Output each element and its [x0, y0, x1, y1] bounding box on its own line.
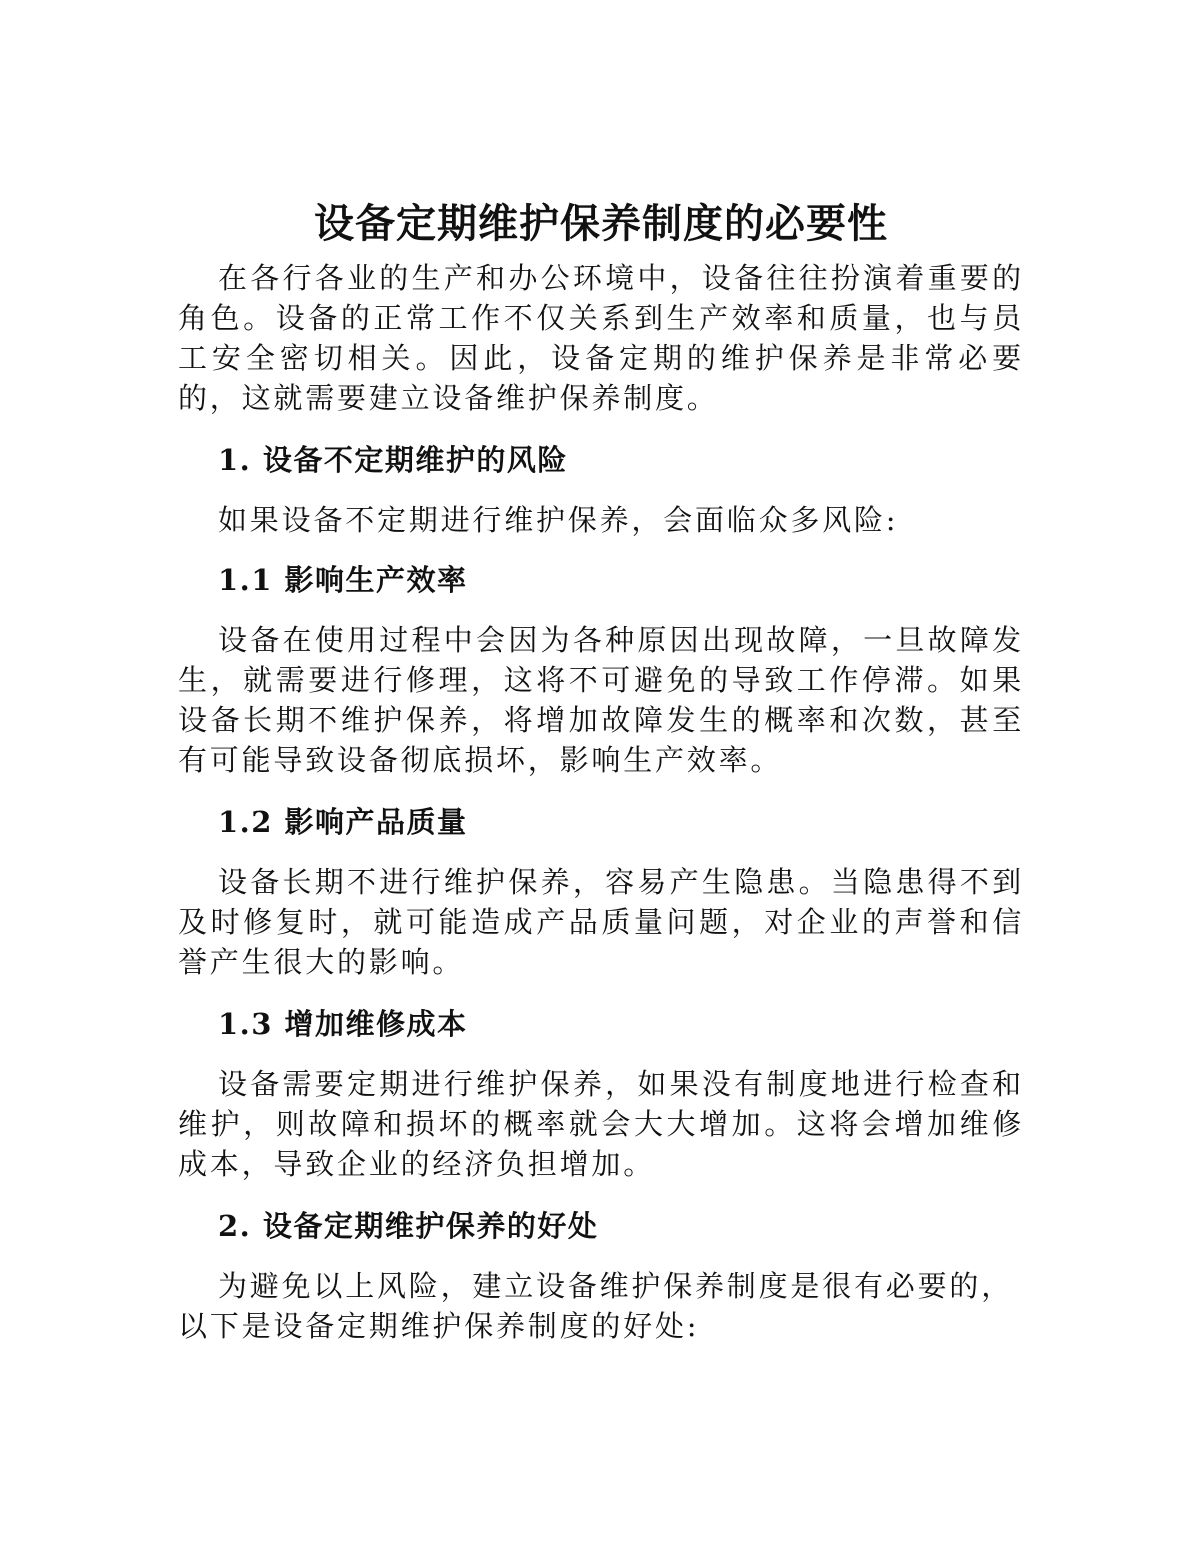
section-1-2-heading: 1.2 影响产品质量 — [218, 805, 468, 839]
document-page — [178, 190, 1024, 1346]
document-title: 设备定期维护保养制度的必要性 — [314, 200, 888, 247]
section-1-2-text: 设备长期不进行维护保养，容易产生隐患。当隐患得不到及时修复时，就可能造成产品质量问题，对企业的声誉和信誉产生很大的影响。 — [178, 865, 1024, 979]
section-1-intro: 如果设备不定期进行维护保养，会面临众多风险: — [218, 503, 899, 537]
section-2-intro-line-2: 以下是设备定期维护保养制度的好处: — [178, 1309, 700, 1343]
section-1-heading: 1. 设备不定期维护的风险 — [218, 443, 568, 477]
section-2-intro-line-1: 为避免以上风险，建立设备维护保养制度是很有必要的， — [218, 1269, 1014, 1303]
section-1-3-heading: 1.3 增加维修成本 — [218, 1007, 468, 1041]
section-1-3-text: 设备需要定期进行维护保养，如果没有制度地进行检查和维护，则故障和损坏的概率就会大大增加。这将会增加维修成本，导致企业的经济负担增加。 — [178, 1067, 1024, 1181]
section-1-1-heading: 1.1 影响生产效率 — [218, 563, 468, 597]
intro-paragraph: 在各行各业的生产和办公环境中，设备往往扮演着重要的角色。设备的正常工作不仅关系到生产效率和质量，也与员工安全密切相关。因此，设备定期的维护保养是非常必要的，这就需要建立设备维护保养制度。 — [178, 261, 1024, 415]
section-1-1-text: 设备在使用过程中会因为各种原因出现故障，一旦故障发生，就需要进行修理，这将不可避免的导致工作停滞。如果设备长期不维护保养，将增加故障发生的概率和次数，甚至有可能导致设备彻底损坏，影响生产效率。 — [178, 623, 1024, 777]
section-2-heading: 2. 设备定期维护保养的好处 — [218, 1209, 599, 1243]
